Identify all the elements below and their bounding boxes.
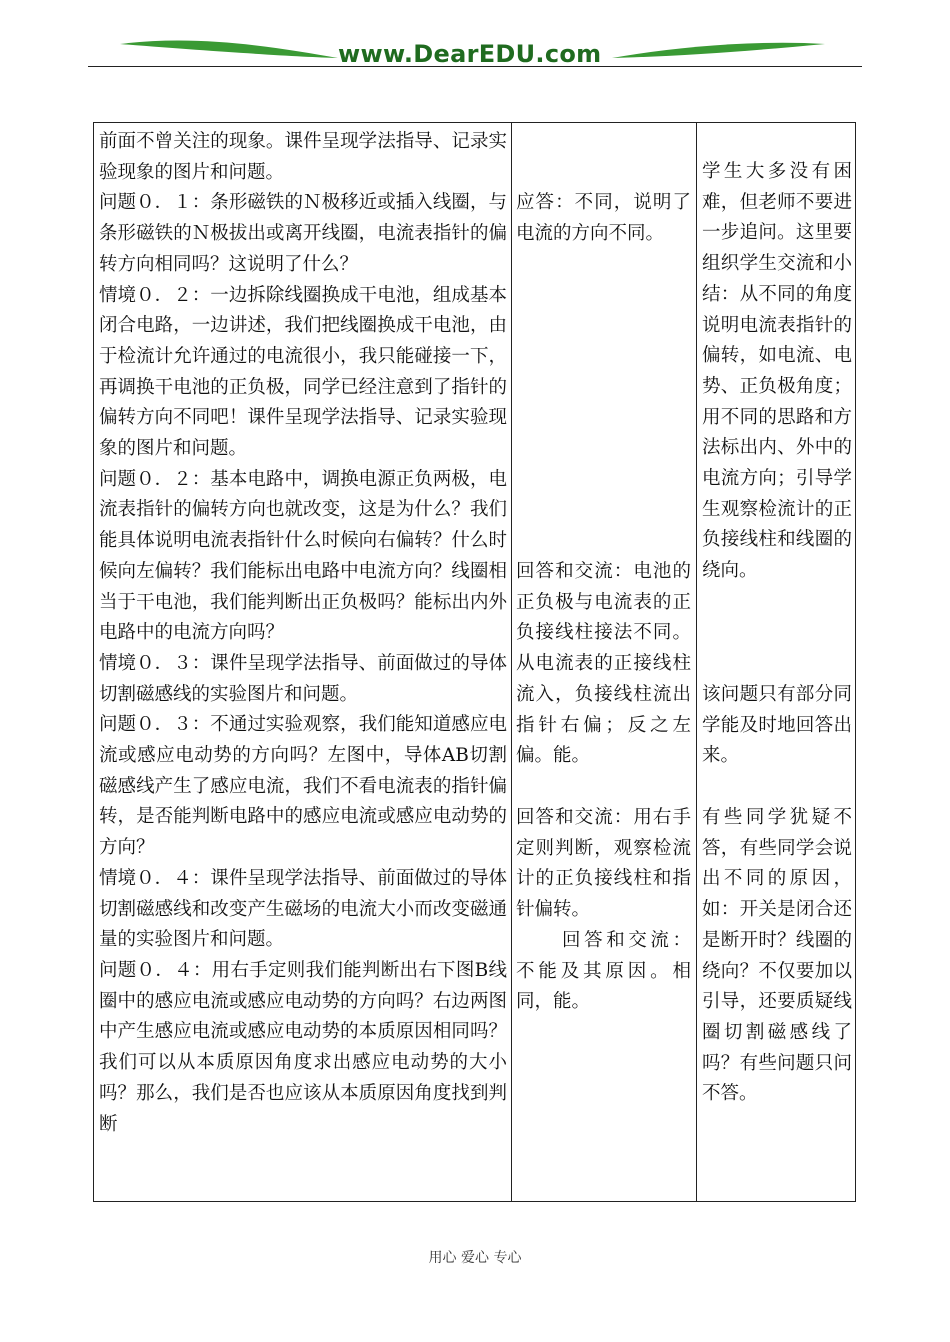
col1-para-8: 问题０．４：用右手定则我们能判断出右下图B线圈中的感应电流或感应电动势的方向吗？右边两图中产生感应电流或感应电动势的本质原因相同吗？我们可以从本质原因角度求出感应电动势的大小吗？那么，我们是否也应该从本质原因角度找到判断	[99, 959, 507, 1135]
column-divider-2	[696, 123, 697, 1201]
col2-answer-4: 回答和交流：不能及其原因。相同，能。	[516, 930, 691, 1013]
right-leaf-swoosh	[612, 43, 825, 58]
column-divider-1	[511, 123, 512, 1201]
lesson-table	[93, 122, 856, 1202]
teacher-activity-column	[99, 123, 507, 1140]
site-logo-text: www.DearEDU.com	[338, 40, 602, 68]
col3-note-2: 该问题只有部分同学能及时地回答出来。	[702, 684, 852, 767]
col1-para-5: 情境０．３：课件呈现学法指导、前面做过的导体切割磁感线的实验图片和问题。	[99, 652, 507, 705]
col1-para-7: 情境０．４：课件呈现学法指导、前面做过的导体切割磁感线和改变产生磁场的电流大小而改变磁通量的实验图片和问题。	[99, 867, 507, 951]
left-leaf-swoosh	[120, 41, 338, 58]
header-rule	[88, 66, 862, 67]
col1-para-1: 前面不曾关注的现象。课件呈现学法指导、记录实验现象的图片和问题。	[99, 131, 507, 183]
col2-answer-2: 回答和交流：电池的正负极与电流表的正负接线柱接法不同。从电流表的正接线柱流入，负接线柱流出指针右偏；反之左偏。能。	[516, 561, 691, 767]
page-footer: 用心 爱心 专心	[428, 1250, 522, 1266]
col1-para-2: 问题０．１：条形磁铁的Ｎ极移近或插入线圈，与条形磁铁的Ｎ极拔出或离开线圈，电流表指针的偏转方向相同吗？这说明了什么？	[99, 192, 507, 275]
col2-answer-3: 回答和交流：用右手定则判断，观察检流计的正负接线柱和指针偏转。	[516, 807, 691, 921]
page-header	[0, 0, 950, 80]
col1-para-4: 问题０．２：基本电路中，调换电源正负两极，电流表指针的偏转方向也就改变，这是为什么？我们能具体说明电流表指针什么时候向右偏转？什么时候向左偏转？我们能标出电路中电流方向？线圈相当于干电池，我们能判断出正负极吗？能标出内外电路中的电流方向吗？	[99, 468, 507, 644]
col2-answer-1: 应答：不同，说明了电流的方向不同。	[516, 192, 691, 244]
col1-para-6: 问题０．３：不通过实验观察，我们能知道感应电流或感应电动势的方向吗？左图中，导体AB切割磁感线产生了感应电流，我们不看电流表的指针偏转，是否能判断电路中的感应电流或感应电动势的方向？	[99, 714, 507, 859]
col1-para-3: 情境０．２：一边拆除线圈换成干电池，组成基本闭合电路，一边讲述，我们把线圈换成干电池，由于检流计允许通过的电流很小，我只能碰接一下，再调换干电池的正负极，同学已经注意到了指针的偏转方向不同吧！课件呈现学法指导、记录实验现象的图片和问题。	[99, 284, 507, 460]
col3-note-1: 学生大多没有困难，但老师不要进一步追问。这里要组织学生交流和小结：从不同的角度说明电流表指针的偏转，如电流、电势、正负极角度；用不同的思路和方法标出内、外中的电流方向；引导学生观察检流计的正负接线柱和线圈的绕向。	[702, 161, 852, 582]
col3-note-3: 有些同学犹疑不答，有些同学会说出不同的原因，如：开关是闭合还是断开时？线圈的绕向？不仅要加以引导，还要质疑线圈切割磁感线了吗？有些问题只问不答。	[702, 807, 852, 1105]
